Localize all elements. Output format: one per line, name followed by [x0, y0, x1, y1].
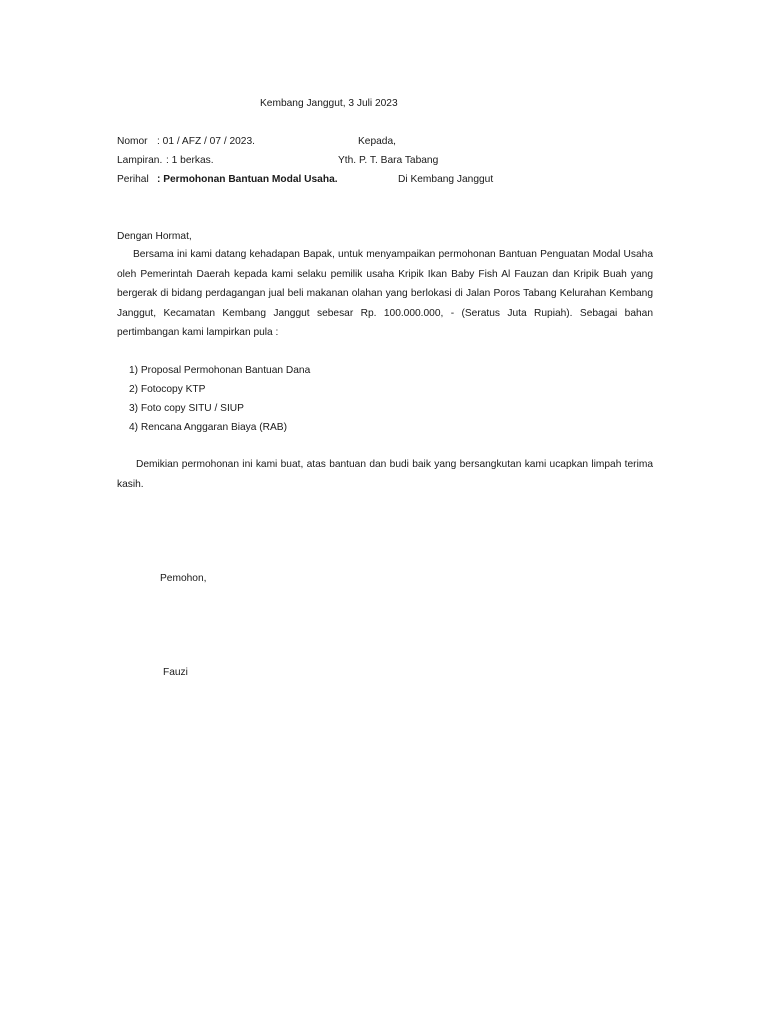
list-item: 1) Proposal Permohonan Bantuan Dana [129, 365, 311, 376]
attachment-list [129, 361, 310, 437]
signer-name: Fauzi [163, 667, 188, 678]
lampiran-label: Lampiran. [117, 155, 163, 166]
place-date: Kembang Janggut, 3 Juli 2023 [260, 98, 398, 109]
sign-label: Pemohon, [160, 573, 207, 584]
list-item: 3) Foto copy SITU / SIUP [129, 403, 244, 414]
nomor-label: Nomor [117, 136, 148, 147]
list-item: 4) Rencana Anggaran Biaya (RAB) [129, 422, 287, 433]
recipient-kepada: Kepada, [358, 136, 396, 147]
recipient-location: Di Kembang Janggut [398, 174, 494, 185]
lampiran-value: : 1 berkas. [166, 155, 214, 166]
greeting: Dengan Hormat, [117, 231, 192, 242]
closing-paragraph: Demikian permohonan ini kami buat, atas bantuan dan budi baik yang bersangkutan kami ucapkan limpah terima kasih. [117, 459, 653, 490]
nomor-value: : 01 / AFZ / 07 / 2023. [157, 136, 255, 147]
body-paragraph: Bersama ini kami datang kehadapan Bapak, untuk menyampaikan permohonan Bantuan Penguatan Modal Usaha oleh Pemerintah Daerah kepada kami selaku pemilik usaha Kripik Ikan Baby Fish Al Fauzan dan Kripik Buah yang bergerak di bidang perdagangan jual beli makanan olahan yang berlokasi di Jalan Poros Tabang Kelurahan Kembang Janggut, Kecamatan Kembang Janggut sebesar Rp. 100.000.000, - (Seratus Juta Rupiah). Sebagai bahan pertimbangan kami lampirkan pula : [117, 249, 653, 338]
recipient-yth: Yth. P. T. Bara Tabang [338, 155, 439, 166]
list-item: 2) Fotocopy KTP [129, 384, 206, 395]
perihal-value: : Permohonan Bantuan Modal Usaha. [157, 174, 338, 185]
perihal-label: Perihal [117, 174, 149, 185]
